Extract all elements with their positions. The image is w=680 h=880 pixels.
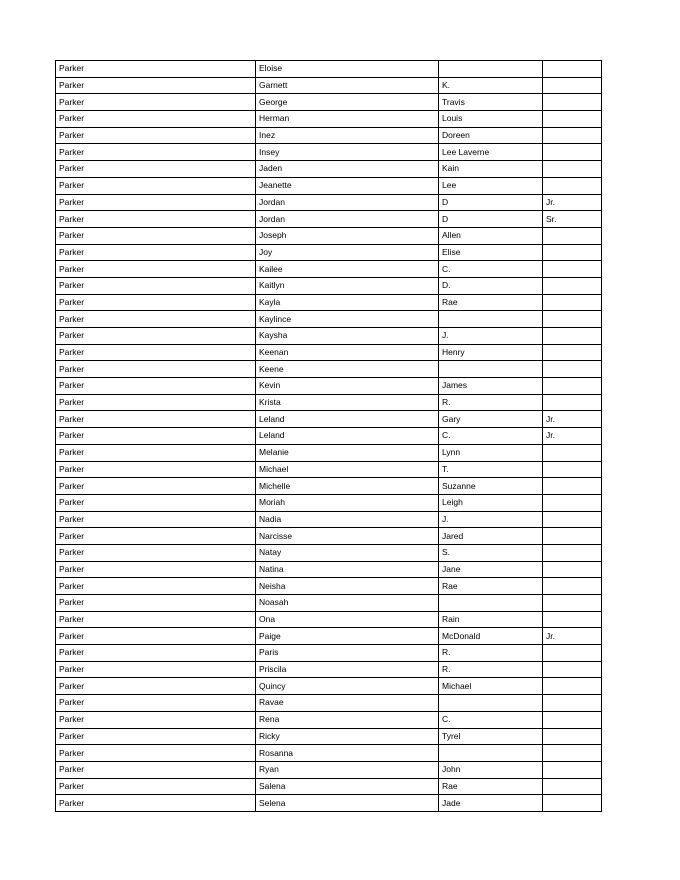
first-name-cell: Noasah [256, 595, 439, 612]
middle-name-cell: Jade [439, 795, 543, 812]
suffix-cell [543, 595, 602, 612]
middle-name-cell: Tyrel [439, 728, 543, 745]
middle-name-cell: D [439, 211, 543, 228]
middle-name-cell: D. [439, 277, 543, 294]
table-row [56, 261, 602, 278]
suffix-cell [543, 328, 602, 345]
first-name-cell: Leland [256, 428, 439, 445]
suffix-cell: Jr. [543, 428, 602, 445]
table-row [56, 528, 602, 545]
suffix-cell [543, 394, 602, 411]
last-name-cell: Parker [56, 645, 256, 662]
last-name-cell: Parker [56, 378, 256, 395]
suffix-cell [543, 561, 602, 578]
first-name-cell: George [256, 94, 439, 111]
table-row [56, 378, 602, 395]
first-name-cell: Keenan [256, 344, 439, 361]
last-name-cell: Parker [56, 161, 256, 178]
suffix-cell [543, 277, 602, 294]
table-row [56, 795, 602, 812]
last-name-cell: Parker [56, 561, 256, 578]
suffix-cell [543, 678, 602, 695]
table-row [56, 227, 602, 244]
middle-name-cell: Henry [439, 344, 543, 361]
first-name-cell: Paris [256, 645, 439, 662]
first-name-cell: Michael [256, 461, 439, 478]
suffix-cell: Sr. [543, 211, 602, 228]
middle-name-cell: Michael [439, 678, 543, 695]
table-row [56, 111, 602, 128]
suffix-cell [543, 611, 602, 628]
middle-name-cell: John [439, 761, 543, 778]
last-name-cell: Parker [56, 194, 256, 211]
last-name-cell: Parker [56, 127, 256, 144]
last-name-cell: Parker [56, 411, 256, 428]
table-row [56, 761, 602, 778]
first-name-cell: Quincy [256, 678, 439, 695]
suffix-cell [543, 94, 602, 111]
suffix-cell [543, 444, 602, 461]
middle-name-cell: Elise [439, 244, 543, 261]
middle-name-cell: Rae [439, 778, 543, 795]
last-name-cell: Parker [56, 494, 256, 511]
last-name-cell: Parker [56, 544, 256, 561]
middle-name-cell: T. [439, 461, 543, 478]
last-name-cell: Parker [56, 511, 256, 528]
first-name-cell: Selena [256, 795, 439, 812]
middle-name-cell: Kain [439, 161, 543, 178]
first-name-cell: Garnett [256, 77, 439, 94]
middle-name-cell: Gary [439, 411, 543, 428]
last-name-cell: Parker [56, 761, 256, 778]
suffix-cell [543, 61, 602, 78]
first-name-cell: Natay [256, 544, 439, 561]
suffix-cell [543, 294, 602, 311]
first-name-cell: Inez [256, 127, 439, 144]
last-name-cell: Parker [56, 428, 256, 445]
suffix-cell [543, 144, 602, 161]
suffix-cell [543, 161, 602, 178]
first-name-cell: Insey [256, 144, 439, 161]
suffix-cell [543, 728, 602, 745]
middle-name-cell: Jared [439, 528, 543, 545]
suffix-cell [543, 177, 602, 194]
suffix-cell [543, 77, 602, 94]
middle-name-cell: McDonald [439, 628, 543, 645]
first-name-cell: Kevin [256, 378, 439, 395]
last-name-cell: Parker [56, 394, 256, 411]
table-row [56, 711, 602, 728]
last-name-cell: Parker [56, 261, 256, 278]
table-row [56, 144, 602, 161]
last-name-cell: Parker [56, 144, 256, 161]
table-row [56, 745, 602, 762]
last-name-cell: Parker [56, 728, 256, 745]
first-name-cell: Michelle [256, 478, 439, 495]
last-name-cell: Parker [56, 61, 256, 78]
suffix-cell [543, 778, 602, 795]
suffix-cell [543, 745, 602, 762]
suffix-cell [543, 478, 602, 495]
suffix-cell [543, 795, 602, 812]
first-name-cell: Kaysha [256, 328, 439, 345]
first-name-cell: Ona [256, 611, 439, 628]
table-row [56, 678, 602, 695]
suffix-cell [543, 378, 602, 395]
table-row [56, 344, 602, 361]
first-name-cell: Priscila [256, 661, 439, 678]
last-name-cell: Parker [56, 628, 256, 645]
first-name-cell: Kayla [256, 294, 439, 311]
table-row [56, 494, 602, 511]
table-row [56, 211, 602, 228]
middle-name-cell: C. [439, 428, 543, 445]
suffix-cell [543, 344, 602, 361]
table-row [56, 94, 602, 111]
middle-name-cell: J. [439, 328, 543, 345]
table-row [56, 728, 602, 745]
table-row [56, 77, 602, 94]
last-name-cell: Parker [56, 328, 256, 345]
suffix-cell [543, 528, 602, 545]
last-name-cell: Parker [56, 227, 256, 244]
middle-name-cell: S. [439, 544, 543, 561]
middle-name-cell: C. [439, 261, 543, 278]
first-name-cell: Melanie [256, 444, 439, 461]
first-name-cell: Eloise [256, 61, 439, 78]
first-name-cell: Krista [256, 394, 439, 411]
table-row [56, 127, 602, 144]
first-name-cell: Moriah [256, 494, 439, 511]
first-name-cell: Narcisse [256, 528, 439, 545]
first-name-cell: Ravae [256, 695, 439, 712]
middle-name-cell: Jane [439, 561, 543, 578]
suffix-cell [543, 111, 602, 128]
suffix-cell [543, 711, 602, 728]
first-name-cell: Natina [256, 561, 439, 578]
table-row [56, 177, 602, 194]
names-table [55, 60, 602, 812]
first-name-cell: Jordan [256, 194, 439, 211]
suffix-cell: Jr. [543, 194, 602, 211]
middle-name-cell: Lynn [439, 444, 543, 461]
table-row [56, 595, 602, 612]
last-name-cell: Parker [56, 361, 256, 378]
middle-name-cell: Leigh [439, 494, 543, 511]
suffix-cell: Jr. [543, 411, 602, 428]
suffix-cell [543, 361, 602, 378]
last-name-cell: Parker [56, 344, 256, 361]
last-name-cell: Parker [56, 611, 256, 628]
table-row [56, 277, 602, 294]
last-name-cell: Parker [56, 461, 256, 478]
last-name-cell: Parker [56, 294, 256, 311]
middle-name-cell: D [439, 194, 543, 211]
suffix-cell [543, 244, 602, 261]
middle-name-cell: Rain [439, 611, 543, 628]
first-name-cell: Ryan [256, 761, 439, 778]
first-name-cell: Joseph [256, 227, 439, 244]
suffix-cell [543, 311, 602, 328]
last-name-cell: Parker [56, 595, 256, 612]
last-name-cell: Parker [56, 711, 256, 728]
suffix-cell: Jr. [543, 628, 602, 645]
names-table-body [56, 61, 602, 812]
last-name-cell: Parker [56, 795, 256, 812]
suffix-cell [543, 127, 602, 144]
table-row [56, 394, 602, 411]
last-name-cell: Parker [56, 311, 256, 328]
middle-name-cell: Louis [439, 111, 543, 128]
last-name-cell: Parker [56, 528, 256, 545]
last-name-cell: Parker [56, 94, 256, 111]
middle-name-cell: J. [439, 511, 543, 528]
middle-name-cell [439, 311, 543, 328]
last-name-cell: Parker [56, 444, 256, 461]
middle-name-cell: Doreen [439, 127, 543, 144]
table-row [56, 628, 602, 645]
middle-name-cell: Lee [439, 177, 543, 194]
table-row [56, 578, 602, 595]
suffix-cell [543, 227, 602, 244]
suffix-cell [543, 695, 602, 712]
first-name-cell: Rena [256, 711, 439, 728]
table-row [56, 244, 602, 261]
first-name-cell: Herman [256, 111, 439, 128]
table-row [56, 695, 602, 712]
middle-name-cell: Travis [439, 94, 543, 111]
table-row [56, 478, 602, 495]
middle-name-cell: K. [439, 77, 543, 94]
last-name-cell: Parker [56, 111, 256, 128]
table-row [56, 561, 602, 578]
first-name-cell: Joy [256, 244, 439, 261]
last-name-cell: Parker [56, 661, 256, 678]
first-name-cell: Ricky [256, 728, 439, 745]
table-row [56, 661, 602, 678]
last-name-cell: Parker [56, 177, 256, 194]
last-name-cell: Parker [56, 578, 256, 595]
suffix-cell [543, 511, 602, 528]
first-name-cell: Jaden [256, 161, 439, 178]
table-row [56, 444, 602, 461]
suffix-cell [543, 661, 602, 678]
middle-name-cell: R. [439, 394, 543, 411]
first-name-cell: Keene [256, 361, 439, 378]
table-row [56, 645, 602, 662]
suffix-cell [543, 578, 602, 595]
first-name-cell: Neisha [256, 578, 439, 595]
table-row [56, 778, 602, 795]
table-row [56, 294, 602, 311]
table-row [56, 194, 602, 211]
middle-name-cell: James [439, 378, 543, 395]
last-name-cell: Parker [56, 695, 256, 712]
first-name-cell: Rosanna [256, 745, 439, 762]
middle-name-cell [439, 61, 543, 78]
first-name-cell: Paige [256, 628, 439, 645]
first-name-cell: Kaylince [256, 311, 439, 328]
table-row [56, 61, 602, 78]
last-name-cell: Parker [56, 211, 256, 228]
last-name-cell: Parker [56, 244, 256, 261]
suffix-cell [543, 261, 602, 278]
table-row [56, 411, 602, 428]
middle-name-cell: C. [439, 711, 543, 728]
middle-name-cell: Lee Laverne [439, 144, 543, 161]
middle-name-cell: Suzanne [439, 478, 543, 495]
first-name-cell: Kailee [256, 261, 439, 278]
middle-name-cell [439, 745, 543, 762]
middle-name-cell [439, 695, 543, 712]
middle-name-cell: Rae [439, 294, 543, 311]
middle-name-cell [439, 595, 543, 612]
table-row [56, 311, 602, 328]
first-name-cell: Salena [256, 778, 439, 795]
suffix-cell [543, 645, 602, 662]
first-name-cell: Jeanette [256, 177, 439, 194]
middle-name-cell: Rae [439, 578, 543, 595]
first-name-cell: Leland [256, 411, 439, 428]
table-row [56, 611, 602, 628]
table-row [56, 544, 602, 561]
last-name-cell: Parker [56, 778, 256, 795]
middle-name-cell: R. [439, 645, 543, 662]
table-row [56, 428, 602, 445]
suffix-cell [543, 461, 602, 478]
suffix-cell [543, 494, 602, 511]
table-row [56, 361, 602, 378]
first-name-cell: Kaitlyn [256, 277, 439, 294]
first-name-cell: Jordan [256, 211, 439, 228]
last-name-cell: Parker [56, 745, 256, 762]
last-name-cell: Parker [56, 478, 256, 495]
last-name-cell: Parker [56, 678, 256, 695]
middle-name-cell: Allen [439, 227, 543, 244]
suffix-cell [543, 544, 602, 561]
suffix-cell [543, 761, 602, 778]
last-name-cell: Parker [56, 277, 256, 294]
middle-name-cell: R. [439, 661, 543, 678]
first-name-cell: Nadia [256, 511, 439, 528]
table-row [56, 461, 602, 478]
table-row [56, 511, 602, 528]
middle-name-cell [439, 361, 543, 378]
table-row [56, 328, 602, 345]
last-name-cell: Parker [56, 77, 256, 94]
table-row [56, 161, 602, 178]
